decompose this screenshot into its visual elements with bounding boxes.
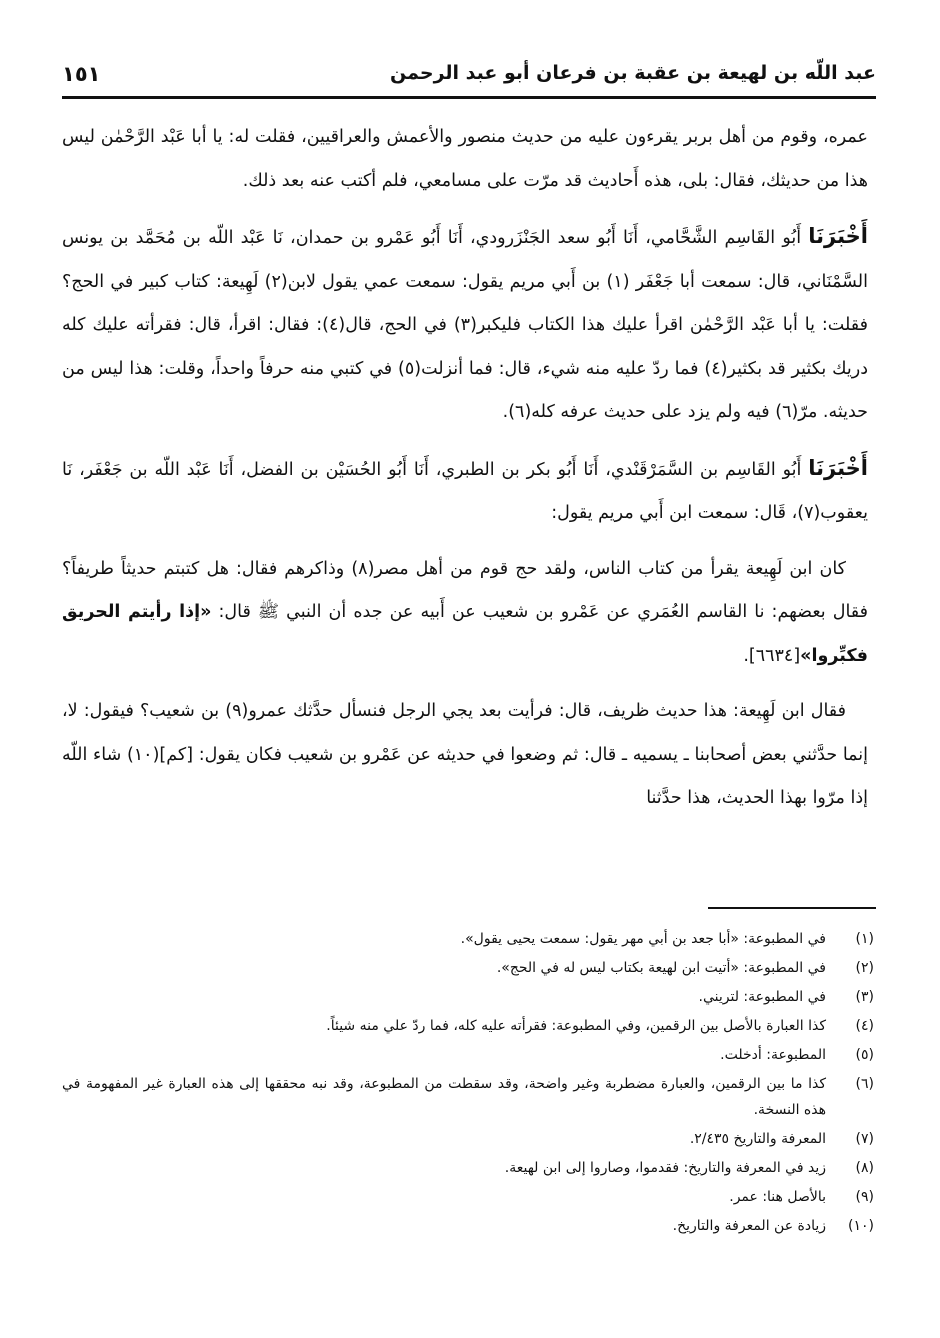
footnote (62, 984, 874, 1010)
footnote-text: في المطبوعة: لتريني. (698, 989, 826, 1005)
footnote-number: (٤) (855, 1018, 874, 1034)
footnote-number: (٢) (855, 960, 874, 976)
footnote-text: المعرفة والتاريخ ٢/٤٣٥. (689, 1131, 826, 1147)
footnote (62, 955, 874, 981)
footnote-text: كذا ما بين الرقمين، والعبارة مضطربة وغير واضحة، وقد سقطت من المطبوعة، وقد نبه محققها إلى هذه العبارة غير المفهومة في هذه النسخة. (62, 1076, 826, 1118)
footnote (62, 1213, 874, 1239)
paragraph-1 (62, 116, 868, 203)
footnote-number: (١) (855, 931, 874, 947)
hadith-number: [٦٦٣٤]. (743, 645, 801, 666)
footnote-text: زيادة عن المعرفة والتاريخ. (672, 1218, 826, 1234)
footnote (62, 1126, 874, 1152)
page-number: ١٥١ (62, 62, 101, 86)
footnote-text: في المطبوعة: «أتيت ابن لهيعة بكتاب ليس له في الحج». (496, 960, 826, 976)
paragraph-2-text: أَبُو القَاسِم الشَّحَّامي، أَنَا أَبُو سعد الجَنْزَرودي، أَنَا أَبُو عَمْرو بن حمدان، نَا عَبْد اللّه بن مُحَمَّد بن يونس السَّمْنَاني، قال: سمعت أبا جَعْفَر (١) بن أَبي مريم يقول: سمعت عمي يقول لابن(٢) لَهِيعة: كتاب كبير في الحج؟ فقلت: يا أبا عَبْد الرَّحْمٰن اقرأ عليك هذا الكتاب فليكبر(٣) في الحج، قال(٤): فقال: اقرأ، قال: فقرأته عليك كله دريك بكثير قد بكثير(٤) فما ردّ عليه منه شيء، قال: فما أنزلت(٥) في كتبي منه حرفاً واحداً، وقلت: هذا ليس من حديثه. مرّ(٦) فيه ولم يزد على حديث عرفه كله(٦). (62, 228, 869, 422)
footnote-number: (٩) (855, 1189, 874, 1205)
footnote-text: في المطبوعة: «أبا جعد بن أبي مهر يقول: سمعت يحيى يقول». (460, 931, 826, 947)
paragraph-1-text: عمره، وقوم من أهل بربر يقرءون عليه من حديث منصور والأعمش والعراقيين، فقلت له: يا أبا عَبْد الرَّحْمٰن ليس هذا من حديثك، فقال: بلى، هذه أَحاديث قد مرّت على مسامعي، فلم أكتب عنه بعد ذلك. (62, 127, 868, 191)
footnote-text: بالأصل هنا: عمر. (729, 1189, 826, 1205)
footnote-text: كذا العبارة بالأصل بين الرقمين، وفي المطبوعة: فقرأته عليه كله، فما ردّ علي منه شيئاً. (326, 1018, 826, 1034)
page-header (62, 58, 876, 98)
paragraph-3-text: أَبُو القَاسِم بن السَّمَرْقَنْدي، أَنَا أَبُو بكر بن الطبري، أَنَا أَبُو الحُسَيْن بن الفضل، أَنَا عَبْد اللّه بن جَعْفَر، نَا يعقوب(٧)، قَال: سمعت ابن أَبي مريم يقول: (62, 459, 868, 523)
footnote-number: (٣) (855, 989, 874, 1005)
footnote (62, 1184, 874, 1210)
footnote-number: (٧) (855, 1131, 874, 1147)
paragraph-5-text: فقال ابن لَهِيعة: هذا حديث ظريف، قال: فرأيت بعد يجي الرجل فنسأل حدَّثك عمرو(٩) بن شعيب؟ فيقول: لا، إنما حدَّثني بعض أصحابنا ـ يسميه ـ قال: ثم وضعوا في حديثه عن عَمْرو بن شعيب فكان يقول: [كم](١٠) شاء اللّه إذا مرّوا بهذا الحديث، هذا حدَّثنا (62, 701, 868, 808)
paragraph-4 (62, 548, 868, 679)
footnotes (62, 926, 874, 1242)
header-rule (62, 96, 876, 99)
hadith-quote: «إذا رأيتم الحريق فكبِّروا» (62, 602, 868, 666)
paragraph-3 (62, 447, 868, 536)
footnote-number: (١٠) (848, 1218, 874, 1234)
akhbarana-lead: أَخْبَرَنَا (808, 455, 868, 480)
footnote (62, 1013, 874, 1039)
footnote (62, 1155, 874, 1181)
footnote-text: المطبوعة: أدخلت. (720, 1047, 826, 1063)
footnote-rule (708, 907, 876, 909)
paragraph-2 (62, 215, 868, 435)
footnote (62, 1042, 874, 1068)
footnote (62, 1071, 874, 1123)
paragraph-4-text: كان ابن لَهِيعة يقرأ من كتاب الناس، ولقد حج قوم من أهل مصر(٨) وذاكرهم فقال: هل كتبتم حديثاً طريفاً؟ فقال بعضهم: نا القاسم العُمَري عن عَمْرو بن شعيب عن أَبيه عن جده أن النبي ﷺ قال: (62, 558, 868, 622)
footnote-number: (٦) (855, 1076, 874, 1092)
akhbarana-lead: أَخْبَرَنَا (808, 224, 868, 248)
running-title: عبد اللّه بن لهيعة بن عقبة بن فرعان أبو عبد الرحمن (390, 62, 876, 84)
footnote-text: زيد في المعرفة والتاريخ: فقدموا، وصاروا إلى ابن لهيعة. (504, 1160, 826, 1176)
footnote-number: (٨) (855, 1160, 874, 1176)
main-text (62, 116, 868, 833)
footnote-number: (٥) (855, 1047, 874, 1063)
footnote (62, 926, 874, 952)
paragraph-5 (62, 690, 868, 821)
